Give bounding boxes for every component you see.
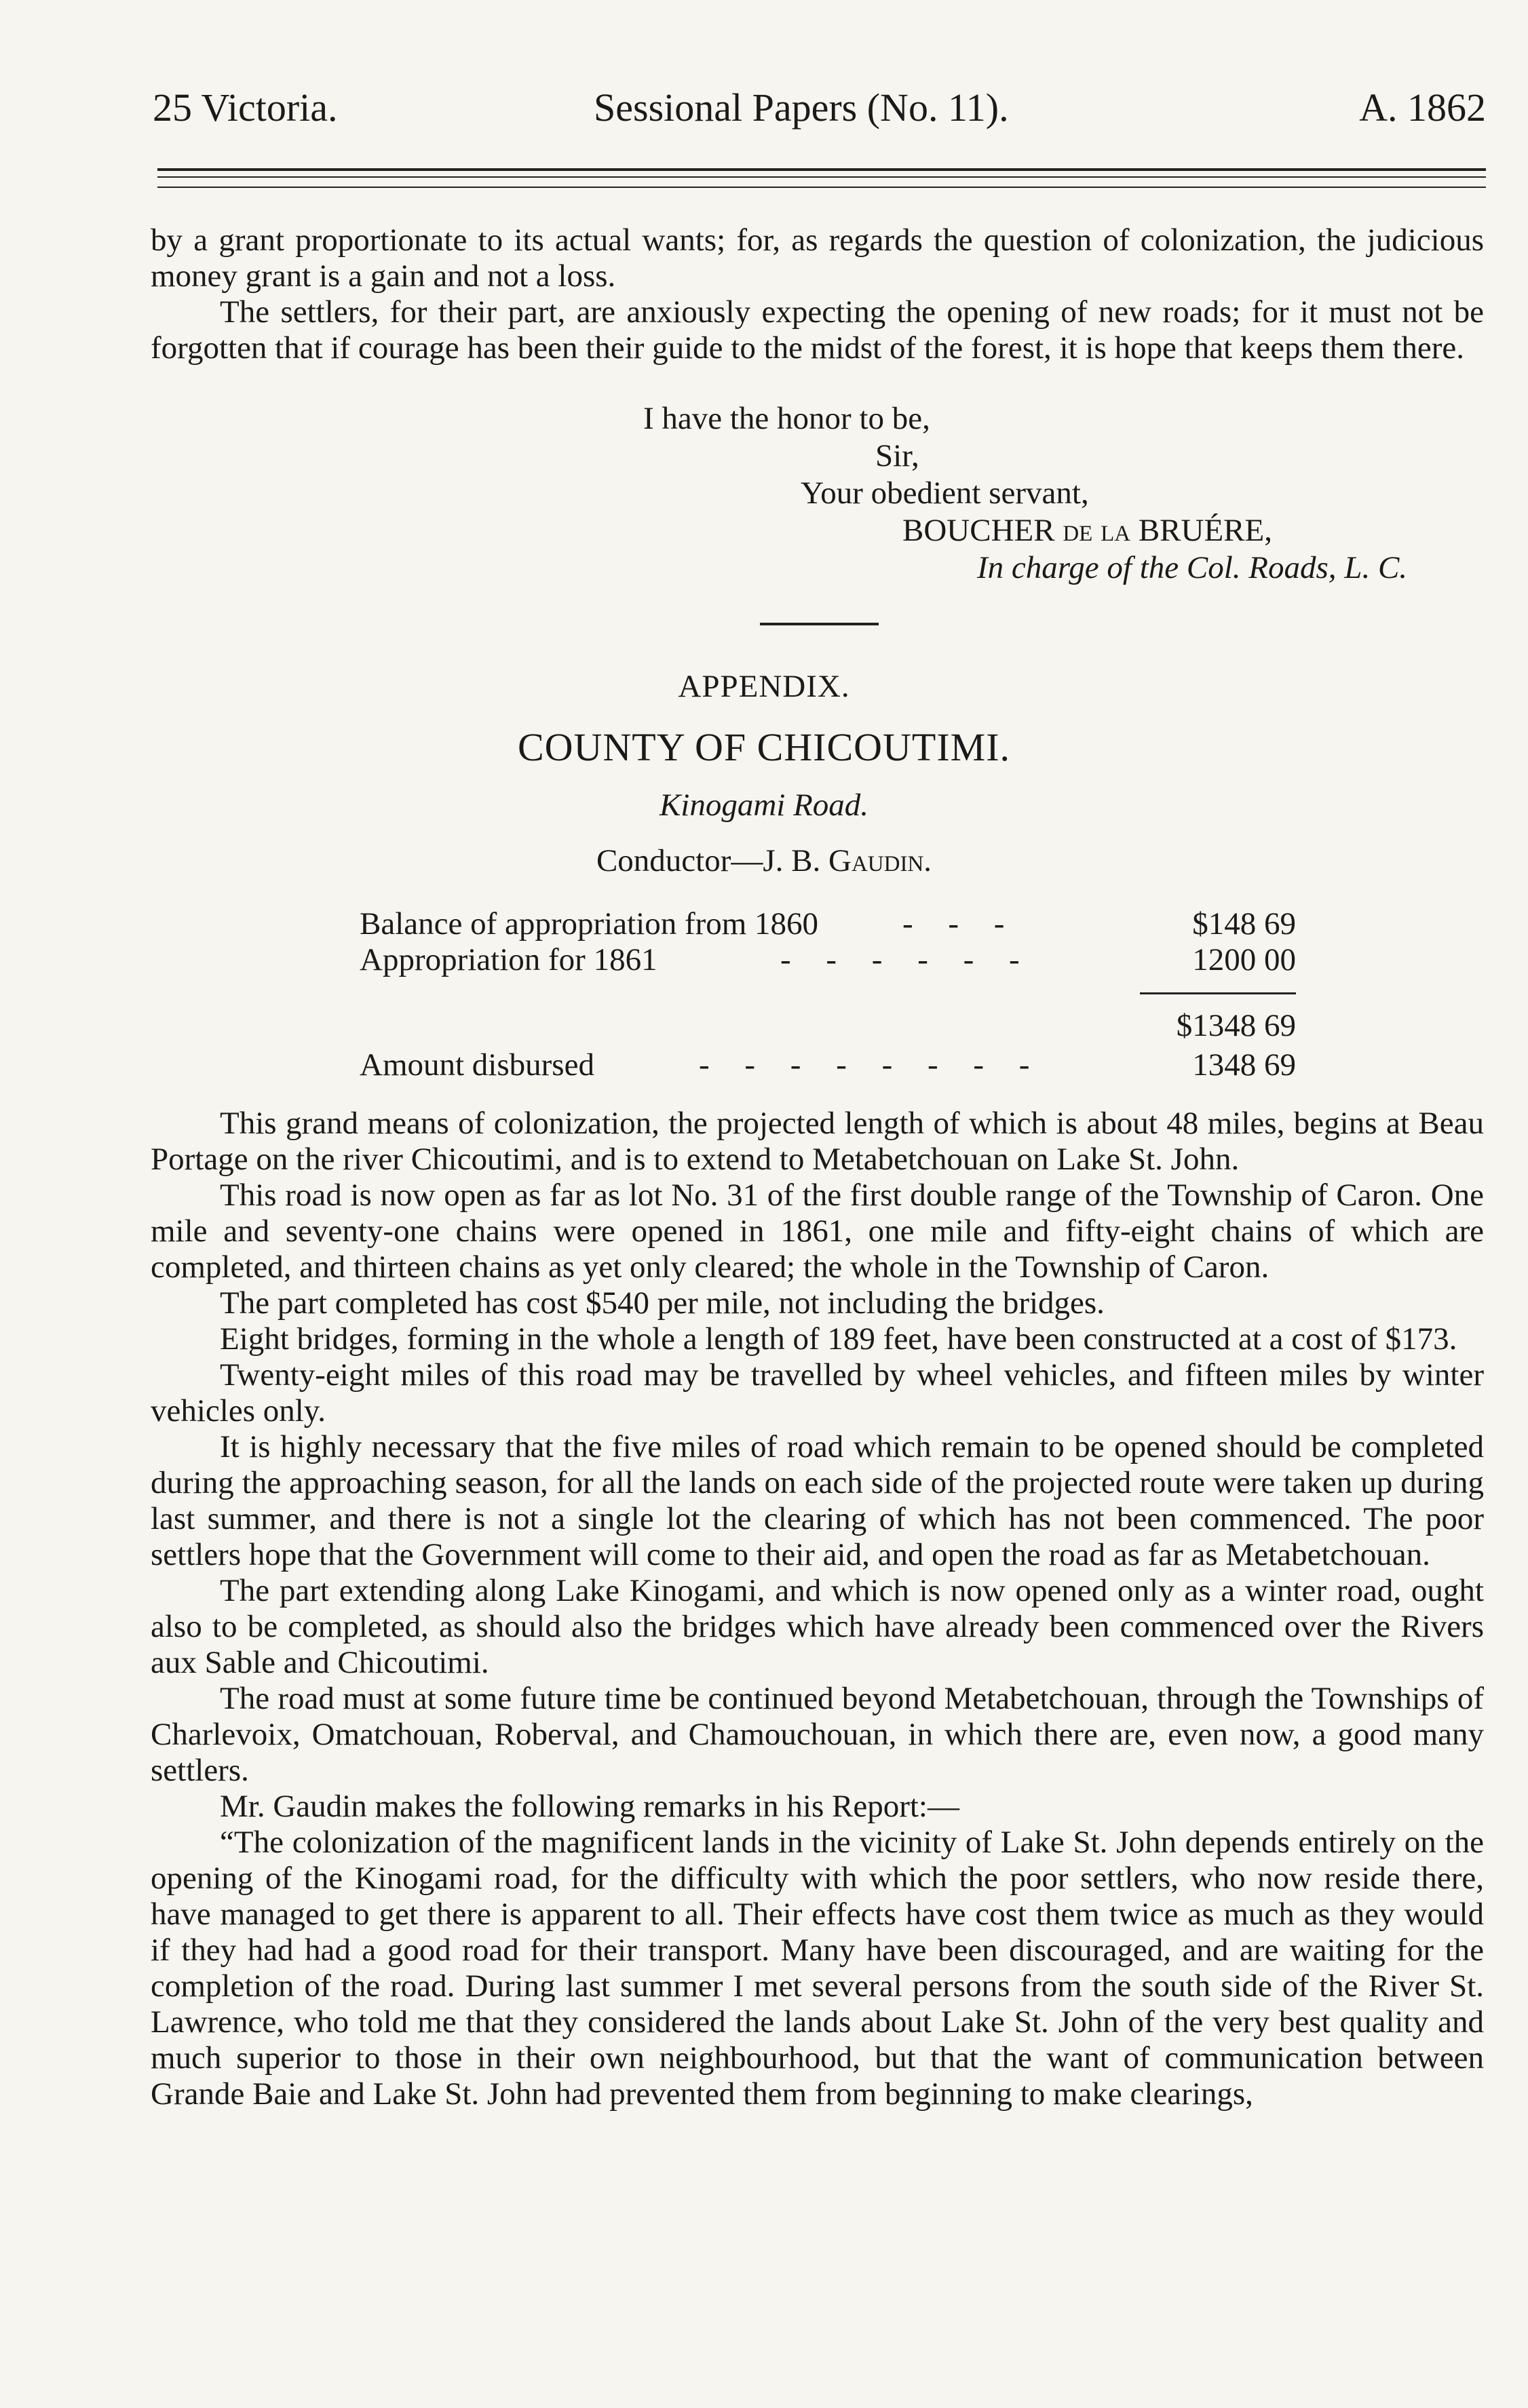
paragraph: This grand means of colonization, the projected length of which is about 48 miles, begins at Beau Portage on the river Chicoutimi, and is to extend to Metabetchouan on Lake St. John.: [151, 1106, 1484, 1177]
header-session: 25 Victoria.: [153, 85, 338, 130]
name-part: BOUCHER: [902, 513, 1055, 548]
paragraph: It is highly necessary that the five miles of road which remain to be opened should be completed during the approaching season, for all the lands on each side of the projected route were taken up during last summer, and there is not a single lot the clearing of which has not been commenced. The poor settlers hope that the Government will come to their aid, and open the road as far as Metabetchouan.: [151, 1429, 1484, 1572]
header-year: A. 1862: [1359, 85, 1486, 130]
quoted-paragraph: “The colonization of the magnificent lands in the vicinity of Lake St. John depends entirely on the opening of the Kinogami road, for the difficulty with which the poor settlers, who now reside there, have managed to get there is apparent to all. Their effects have cost them twice as much as they would if they had had a good road for their transport. Many have been discouraged, and are waiting for the completion of the road. During last summer I met several persons from the south side of the River St. Lawrence, who told me that they considered the lands about Lake St. John of the very best quality and much superior to those in their own neighbourhood, but that the want of communication between Grande Baie and Lake St. John had prevented them from beginning to make clearings,: [151, 1825, 1484, 2112]
paragraph: The settlers, for their part, are anxiously expecting the opening of new roads; for it must not be forgotten that if courage has been their guide to the midst of the forest, it is hope that keeps them there.: [151, 294, 1484, 366]
closing-line: I have the honor to be,: [643, 401, 930, 436]
road-heading: Kinogami Road.: [659, 788, 869, 823]
account-label: Appropriation for 1861: [360, 942, 657, 977]
account-label: Amount disbursed: [360, 1047, 594, 1083]
name-particle: de la: [1063, 513, 1131, 548]
report-text: [151, 1106, 1484, 2112]
conductor-prefix: Conductor—J. B.: [596, 843, 821, 878]
paragraph: The road must at some future time be continued beyond Metabetchouan, through the Townships of Charlevoix, Omatchouan, Roberval, and Chamouchouan, in which there are, even now, a good many settlers.: [151, 1681, 1484, 1788]
paragraph: This road is now open as far as lot No. 31 of the first double range of the Township of Caron. One mile and seventy-one chains were opened in 1861, one mile and fifty-eight chains of which are completed, and thirteen chains as yet only cleared; the whole in the Township of Caron.: [151, 1178, 1484, 1285]
account-total-row: [360, 1007, 1296, 1043]
leader-dots: - - - - - -: [780, 942, 1033, 977]
account-total: $1348 69: [1176, 1008, 1296, 1043]
paragraph: Mr. Gaudin makes the following remarks in his Report:—: [220, 1789, 959, 1824]
account-label: Balance of appropriation from 1860: [360, 906, 819, 941]
valediction-line: Your obedient servant,: [801, 475, 1089, 511]
header-rule-thin: [157, 176, 1486, 178]
signatory-name: [902, 512, 1272, 549]
account-row: [360, 906, 1296, 941]
leader-dots: - - -: [902, 906, 1018, 941]
section-divider: [760, 623, 879, 625]
account-amount: 1200 00: [1192, 942, 1296, 977]
signatory-title: In charge of the Col. Roads, L. C.: [977, 550, 1408, 585]
name-part: BRUÉRE,: [1138, 513, 1272, 548]
leader-dots: - - - - - - - -: [699, 1047, 1044, 1083]
paragraph: The part extending along Lake Kinogami, and which is now opened only as a winter road, ought also to be completed, as should also the bridges which have already been commenced over the Rivers aux Sable and Chicoutimi.: [151, 1573, 1484, 1680]
conductor-name: Gaudin.: [828, 843, 932, 878]
county-heading: COUNTY OF CHICOUTIMI.: [517, 725, 1011, 769]
paragraph: Twenty-eight miles of this road may be travelled by wheel vehicles, and fifteen miles by winter vehicles only.: [151, 1357, 1484, 1429]
account-amount: 1348 69: [1192, 1047, 1296, 1083]
appendix-heading: APPENDIX.: [678, 669, 850, 704]
paragraph-continued: by a grant proportionate to its actual wants; for, as regards the question of colonization, the judicious money grant is a gain and not a loss.: [151, 222, 1484, 294]
account-row: [360, 1047, 1296, 1083]
conductor-line: [0, 842, 1528, 879]
intro-text: [151, 222, 1484, 366]
header-rule-thick: [157, 168, 1486, 171]
salutation-line: Sir,: [875, 438, 919, 473]
account-row: [360, 941, 1296, 977]
header-sessional-papers: Sessional Papers (No. 11).: [594, 85, 1009, 130]
page-header: [153, 85, 1486, 139]
paragraph: The part completed has cost $540 per mile, not including the bridges.: [220, 1285, 1105, 1321]
header-rule-thin-2: [157, 187, 1486, 188]
paragraph: Eight bridges, forming in the whole a length of 189 feet, have been constructed at a cost of $173.: [220, 1321, 1457, 1357]
account-amount: $148 69: [1192, 906, 1296, 941]
sum-rule: [1140, 992, 1296, 994]
